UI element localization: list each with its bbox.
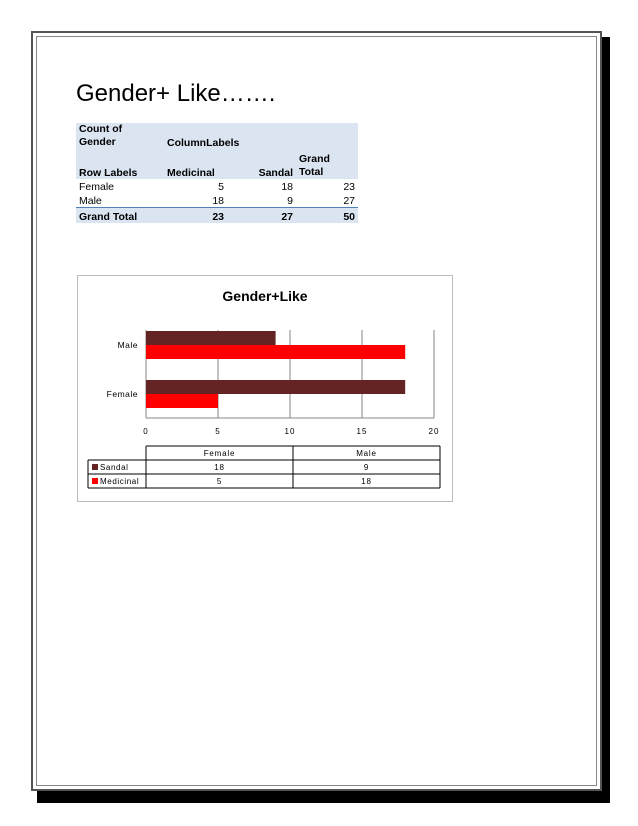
legend-label: Sandal <box>100 463 129 472</box>
cell-sandal: 18 <box>281 181 293 193</box>
x-tick-label: 10 <box>284 427 296 436</box>
legend-label: Medicinal <box>100 477 140 486</box>
grand-total-sandal: 27 <box>252 208 296 224</box>
pivot-col-medicinal: Medicinal <box>164 149 252 179</box>
cell-total: 27 <box>343 195 355 207</box>
x-tick-label: 5 <box>215 427 221 436</box>
pivot-table <box>76 123 358 223</box>
pivot-row-labels: Row Labels <box>76 149 164 179</box>
cell-medicinal: 18 <box>212 195 224 207</box>
bar-sandal-male <box>146 331 276 345</box>
pivot-header-row-1 <box>76 123 358 149</box>
table-row <box>76 193 358 208</box>
row-label: Male <box>79 195 102 207</box>
data-label: 18 <box>214 463 225 472</box>
y-tick-label: Female <box>106 389 138 399</box>
chart-title: Gender+Like <box>222 288 308 304</box>
grand-total-total: 50 <box>296 208 358 224</box>
row-label: Female <box>79 181 115 193</box>
grand-total-medicinal: 23 <box>164 208 252 224</box>
bar-medicinal-female <box>146 394 218 408</box>
data-table-header: Female <box>203 449 236 458</box>
chart-frame <box>77 275 453 502</box>
cell-medicinal: 5 <box>218 181 224 193</box>
cell-sandal: 9 <box>287 195 293 207</box>
legend-key-medicinal <box>92 478 98 484</box>
data-label: 5 <box>216 477 223 486</box>
data-table-header: Male <box>356 449 377 458</box>
x-tick-label: 20 <box>428 427 440 436</box>
bar-chart <box>78 276 452 501</box>
cell-total: 23 <box>343 181 355 193</box>
bar-medicinal-male <box>146 345 405 359</box>
x-tick-label: 15 <box>356 427 368 436</box>
data-label: 9 <box>363 463 370 472</box>
x-tick-label: 0 <box>143 427 149 436</box>
legend-key-sandal <box>92 464 98 470</box>
pivot-header-row-2 <box>76 149 358 179</box>
y-tick-label: Male <box>117 340 138 350</box>
grand-total-row <box>76 208 358 224</box>
pivot-column-labels: ColumnLabels <box>164 123 252 149</box>
data-label: 18 <box>361 477 372 486</box>
pivot-corner-label: Count of Gender <box>76 123 164 149</box>
page-title: Gender+ Like……. <box>76 80 276 107</box>
table-row <box>76 179 358 193</box>
pivot-col-sandal: Sandal <box>252 149 296 179</box>
pivot-col-grand-total: Grand Total <box>296 149 358 179</box>
grand-total-label: Grand Total <box>76 208 164 224</box>
bar-sandal-female <box>146 380 405 394</box>
